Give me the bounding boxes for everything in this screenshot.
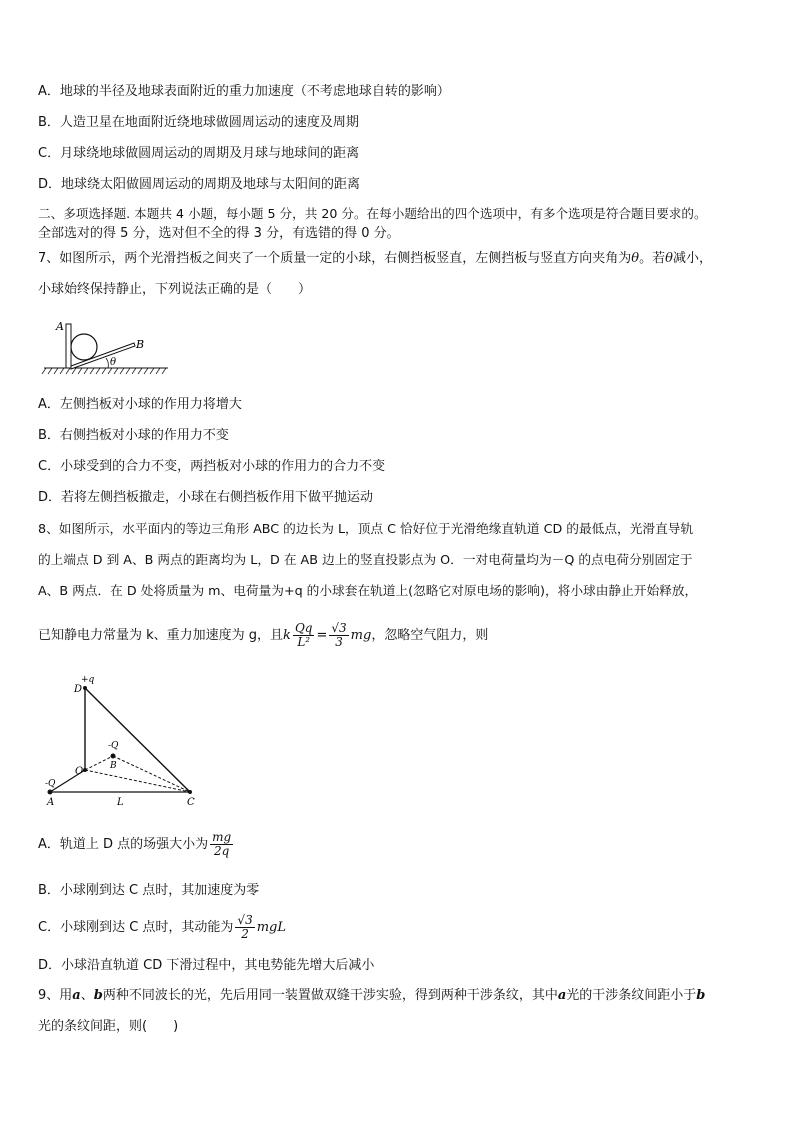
q7-option-c: C．小球受到的合力不变，两挡板对小球的作用力的合力不变 bbox=[38, 459, 386, 474]
q8-stem-line-2: 的上端点 D 到 A、B 两点的距离均为 L，D 在 AB 边上的竖直投影点为 O．一对电荷量均为－Q 的点电荷分别固定于 bbox=[38, 552, 693, 567]
section-heading-line-1: 二、多项选择题. 本题共 4 小题，每小题 5 分，共 20 分。在每小题给出的四个选项中，有多个选项是符合题目要求的。 bbox=[38, 206, 707, 221]
label-plus-q: +q bbox=[81, 675, 95, 685]
q8-stem-text: 已知静电力常量为 k、重力加速度为 g，且 bbox=[38, 628, 284, 643]
q7-stem-line-1 bbox=[38, 250, 712, 268]
option-a-fraction: $\frac{mg}{2q}$ bbox=[212, 830, 232, 858]
theta-symbol: θ bbox=[665, 251, 673, 266]
q6-option-b: B．人造卫星在地面附近绕地球做圆周运动的速度及周期 bbox=[38, 115, 359, 130]
eq-fraction-left: $\frac{Qq}{\text{L²}}$ bbox=[294, 621, 313, 649]
label-minus-q-a: -Q bbox=[45, 779, 56, 789]
q7-option-b: B．右侧挡板对小球的作用力不变 bbox=[38, 428, 229, 443]
charge-b bbox=[111, 754, 116, 759]
point-o bbox=[83, 768, 87, 772]
light-b: b bbox=[696, 988, 706, 1003]
q8-stem-line-3: A、B 两点．在 D 处将质量为 m、电荷量为+q 的小球套在轨道上(忽略它对原电场的影响)，将小球由静止开始释放， bbox=[38, 583, 698, 598]
theta-symbol: θ bbox=[631, 251, 640, 266]
option-c-fraction: $\frac{√3}{2}$ bbox=[237, 913, 253, 941]
q7-stem-text-b: 。若 bbox=[639, 251, 666, 266]
q6-option-a: A．地球的半径及地球表面附近的重力加速度（不考虑地球自转的影响） bbox=[38, 84, 450, 99]
eq-mg: mg bbox=[350, 628, 372, 643]
light-a: a bbox=[557, 988, 567, 1003]
track-cd bbox=[85, 688, 190, 792]
point-d bbox=[83, 686, 87, 690]
charge-a bbox=[48, 790, 53, 795]
q8-stem-line-4 bbox=[38, 620, 488, 652]
eq-k: k bbox=[283, 628, 291, 643]
q7-figure bbox=[40, 316, 170, 376]
label-l: L bbox=[117, 797, 124, 808]
label-c: C bbox=[187, 797, 195, 808]
line-oc bbox=[85, 770, 190, 792]
q7-stem-text-c: 减小， bbox=[672, 251, 712, 266]
q6-option-c: C．月球绕地球做圆周运动的周期及月球与地球间的距离 bbox=[38, 146, 360, 161]
q8-option-d: D．小球沿直轨道 CD 下滑过程中，其电势能先增大后减小 bbox=[38, 958, 375, 973]
label-minus-q-b: -Q bbox=[108, 741, 119, 751]
q7-stem-line-2: 小球始终保持静止，下列说法正确的是（ ） bbox=[38, 282, 312, 297]
q7-option-a: A．左侧挡板对小球的作用力将增大 bbox=[38, 397, 242, 412]
label-a: A bbox=[47, 797, 55, 808]
q7-stem-text-a: 7、如图所示，两个光滑挡板之间夹了一个质量一定的小球，右侧挡板竖直，左侧挡板与竖直方向夹角为 bbox=[38, 251, 632, 266]
q7-option-d: D．若将左侧挡板撤走，小球在右侧挡板作用下做平抛运动 bbox=[38, 490, 374, 505]
light-b: b bbox=[93, 988, 103, 1003]
q8-figure bbox=[38, 672, 208, 810]
label-a: A bbox=[56, 320, 64, 333]
label-d: D bbox=[74, 684, 83, 695]
point-c bbox=[188, 790, 192, 794]
label-o: O bbox=[75, 766, 84, 777]
label-b: B bbox=[110, 761, 117, 771]
label-b: B bbox=[136, 338, 145, 351]
q8-option-a: A．轨道上 D 点的场强大小为 $\frac{mg}{2q}$ bbox=[38, 830, 232, 858]
light-a: a bbox=[72, 988, 81, 1003]
q8-stem-line-1: 8、如图所示，水平面内的等边三角形 ABC 的边长为 L，顶点 C 恰好位于光滑绝缘直轨道 CD 的最低点，光滑直导轨 bbox=[38, 521, 694, 536]
q8-option-c: C．小球刚到达 C 点时，其动能为 $\frac{√3}{2}$ mgL bbox=[38, 913, 286, 941]
ball bbox=[71, 334, 97, 360]
vertical-board bbox=[66, 324, 71, 368]
label-theta: θ bbox=[110, 357, 117, 368]
eq-equals: = bbox=[316, 628, 328, 643]
q9-stem-line-2: 光的条纹间距，则( ) bbox=[38, 1019, 179, 1034]
eq-fraction-right: $\frac{√3}{3}$ bbox=[331, 621, 347, 649]
q9-stem-line-1: 9、用a、b两种不同波长的光，先后用同一装置做双缝干涉实验，得到两种干涉条纹，其中a光的干涉条纹间距小于b bbox=[38, 988, 706, 1003]
q6-option-d: D．地球绕太阳做圆周运动的周期及地球与太阳间的距离 bbox=[38, 177, 361, 192]
section-heading-line-2: 全部选对的得 5 分，选对但不全的得 3 分，有选错的得 0 分。 bbox=[38, 226, 400, 241]
line-bc bbox=[113, 756, 190, 792]
line-ob bbox=[85, 756, 113, 770]
q8-option-b: B．小球刚到达 C 点时，其加速度为零 bbox=[38, 883, 260, 898]
q8-stem-text-tail: ，忽略空气阻力，则 bbox=[371, 628, 489, 643]
